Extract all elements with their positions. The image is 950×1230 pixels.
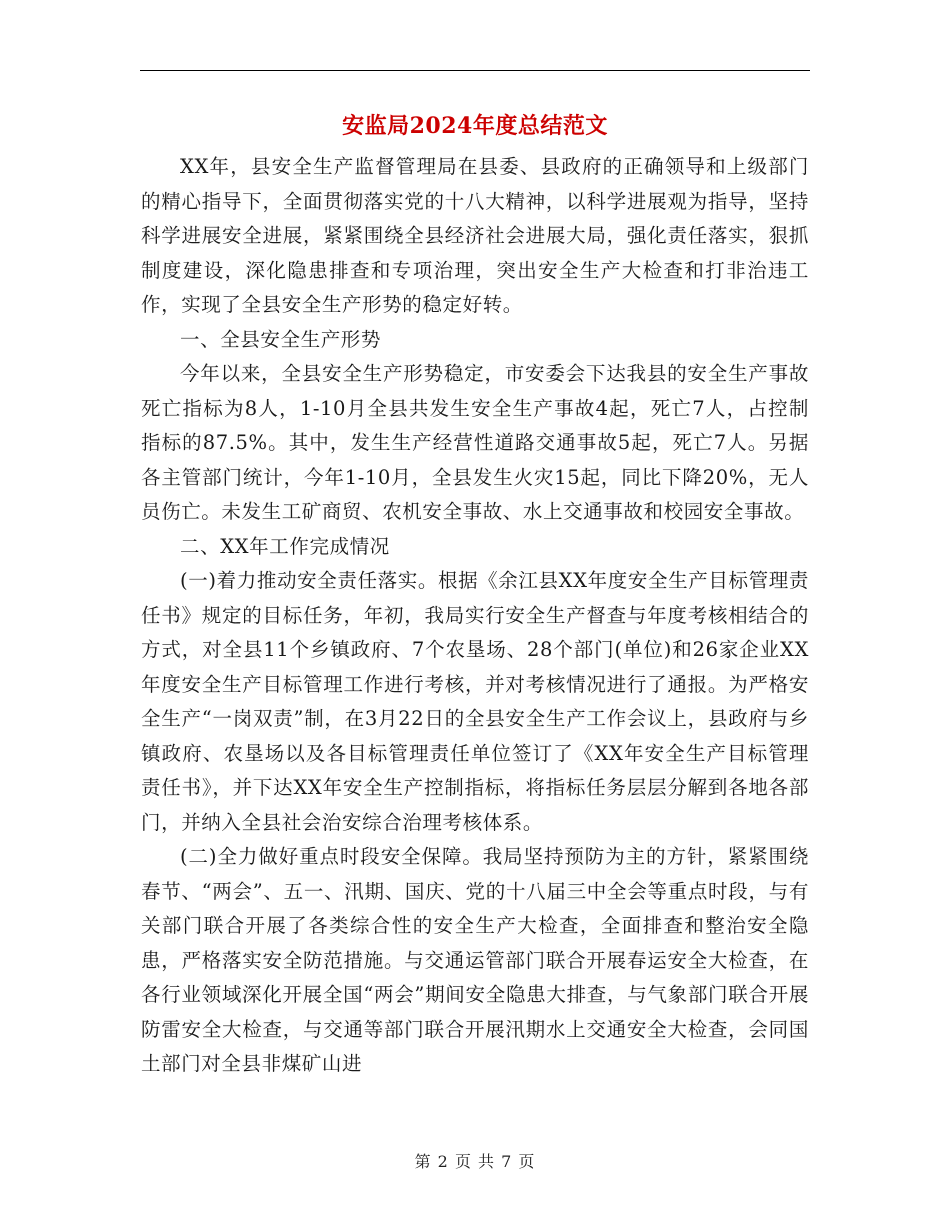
section-heading-1: 一、全县安全生产形势 — [180, 327, 382, 351]
page-number-label: 第 2 页 共 7 页 — [414, 1152, 536, 1171]
paragraph-safety-situation: 今年以来，全县安全生产形势稳定，市安委会下达我县的安全生产事故死亡指标为8人，1-10月全县共发生安全生产事故4起，死亡7人，占控制指标的87.5%。其中，发生生产经营性道路交通事故5起，死亡7人。另据各主管部门统计，今年1-10月，全县发生火灾15起，同比下降20%，无人员伤亡。未发生工矿商贸、农机安全事故、水上交通事故和校园安全事故。 — [141, 362, 809, 523]
page-footer — [0, 1150, 950, 1174]
document-body — [141, 150, 809, 1082]
paragraph-key-periods: (二)全力做好重点时段安全保障。我局坚持预防为主的方针，紧紧围绕春节、“两会”、五一、汛期、国庆、党的十八届三中全会等重点时段，与有关部门联合开展了各类综合性的安全生产大检查，全面排查和整治安全隐患，严格落实安全防范措施。与交通运管部门联合开展春运安全大检查，在各行业领域深化开展全国“两会”期间安全隐患大排查，与气象部门联合开展防雷安全大检查，与交通等部门联合开展汛期水上交通安全大检查，会同国土部门对全县非煤矿山进 — [141, 845, 809, 1075]
paragraph-responsibility: (一)着力推动安全责任落实。根据《余江县XX年度安全生产目标管理责任书》规定的目标任务，年初，我局实行安全生产督查与年度考核相结合的方式，对全县11个乡镇政府、7个农垦场、28个部门(单位)和26家企业XX年度安全生产目标管理工作进行考核，并对考核情况进行了通报。为严格安全生产“一岗双责”制，在3月22日的全县安全生产工作会议上，县政府与乡镇政府、农垦场以及各目标管理责任单位签订了《XX年安全生产目标管理责任书》，并下达XX年安全生产控制指标，将指标任务层层分解到各地各部门，并纳入全县社会治安综合治理考核体系。 — [141, 569, 809, 834]
section-heading-2: 二、XX年工作完成情况 — [180, 534, 390, 558]
paragraph-intro: XX年，县安全生产监督管理局在县委、县政府的正确领导和上级部门的精心指导下，全面贯彻落实党的十八大精神，以科学进展观为指导，坚持科学进展安全进展，紧紧围绕全县经济社会进展大局，强化责任落实，狠抓制度建设，深化隐患排查和专项治理，突出安全生产大检查和打非治违工作，实现了全县安全生产形势的稳定好转。 — [141, 155, 809, 316]
header-rule — [140, 70, 810, 71]
document-title: 安监局2024年度总结范文 — [342, 113, 608, 139]
